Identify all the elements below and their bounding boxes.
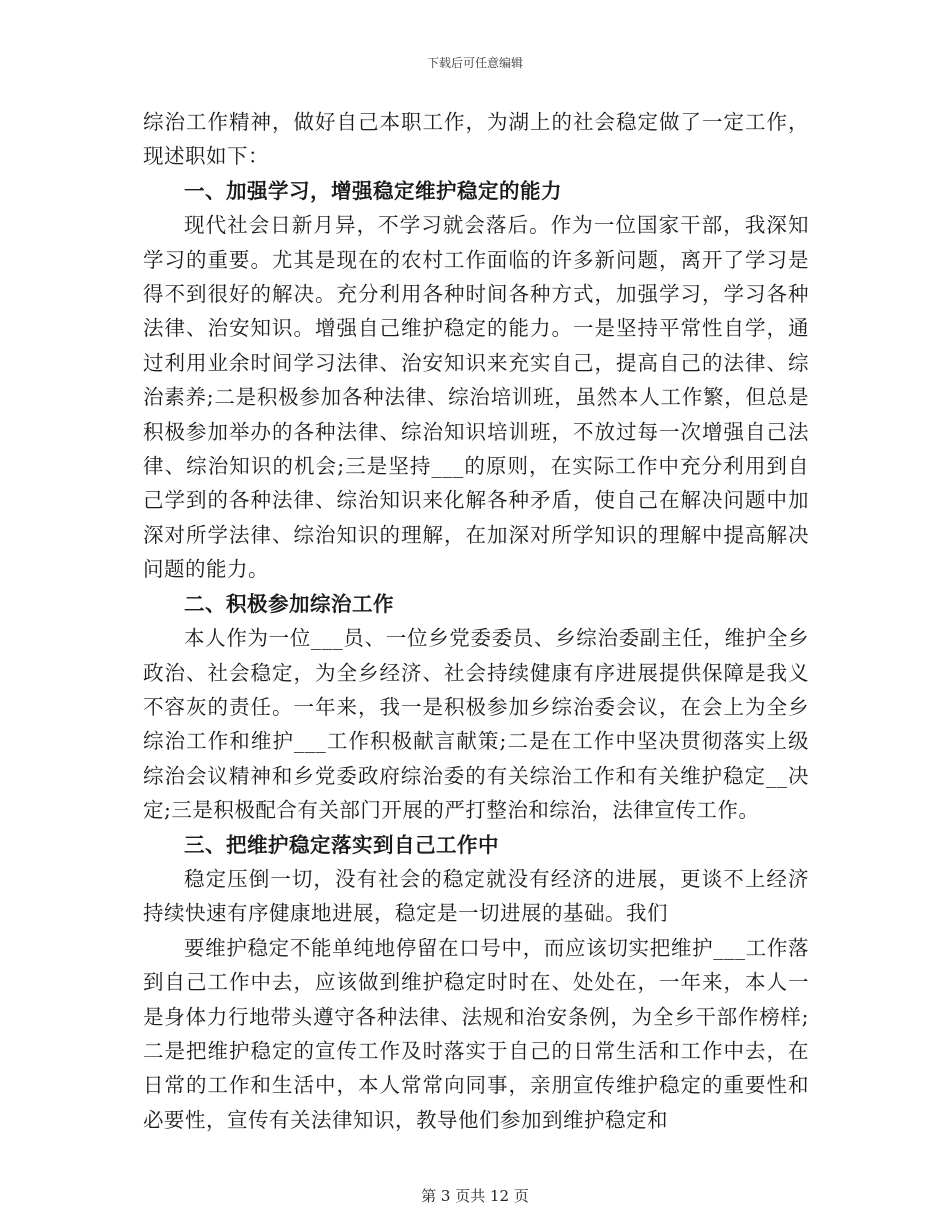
page-header: 下载后可任意编辑 — [426, 56, 523, 70]
document-body — [143, 105, 809, 1137]
section-1-paragraph: 现代社会日新月异，不学习就会落后。作为一位国家干部，我深知学习的重要。尤其是现在的农村工作面临的许多新问题，离开了学习是得不到很好的解决。充分利用各种时间各种方式，加强学习，学习各种法律、治安知识。增强自己维护稳定的能力。一是坚持平常性自学，通过利用业余时间学习法律、治安知识来充实自己，提高自己的法律、综治素养;二是积极参加各种法律、综治培训班，虽然本人工作繁，但总是积极参加举办的各种法律、综治知识培训班，不放过每一次增强自己法律、综治知识的机会;三是坚持___的原则，在实际工作中充分利用到自己学到的各种法律、综治知识来化解各种矛盾，使自己在解决问题中加深对所学法律、综治知识的理解，在加深对所学知识的理解中提高解决问题的能力。 — [143, 213, 809, 582]
page-footer: 第 3 页共 12 页 — [421, 1187, 529, 1205]
section-3-paragraph-1: 稳定压倒一切，没有社会的稳定就没有经济的进展，更谈不上经济持续快速有序健康地进展，稳定是一切进展的基础。我们 — [143, 866, 809, 926]
section-heading-1: 一、加强学习，增强稳定维护稳定的能力 — [184, 178, 562, 203]
section-heading-3: 三、把维护稳定落实到自己工作中 — [184, 832, 499, 857]
section-heading-2: 二、积极参加综治工作 — [184, 591, 394, 616]
section-3-paragraph-2: 要维护稳定不能单纯地停留在口号中，而应该切实把维护___工作落到自己工作中去，应该做到维护稳定时时在、处处在，一年来，本人一是身体力行地带头遵守各种法律、法规和治安条例，为全乡干部作榜样;二是把维护稳定的宣传工作及时落实于自己的日常生活和工作中去，在日常的工作和生活中，本人常常向同事，亲朋宣传维护稳定的重要性和必要性，宣传有关法律知识，教导他们参加到维护稳定和 — [143, 935, 809, 1132]
section-2-paragraph: 本人作为一位___员、一位乡党委委员、乡综治委副主任，维护全乡政治、社会稳定，为全乡经济、社会持续健康有序进展提供保障是我义不容灰的责任。一年来，我一是积极参加乡综治委会议，在会上为全乡综治工作和维护___工作积极献言献策;二是在工作中坚决贯彻落实上级综治会议精神和乡党委政府综治委的有关综治工作和有关维护稳定__决定;三是积极配合有关部门开展的严打整治和综治，法律宣传工作。 — [143, 626, 809, 823]
intro-paragraph: 综治工作精神，做好自己本职工作，为湖上的社会稳定做了一定工作，现述职如下： — [143, 110, 809, 169]
